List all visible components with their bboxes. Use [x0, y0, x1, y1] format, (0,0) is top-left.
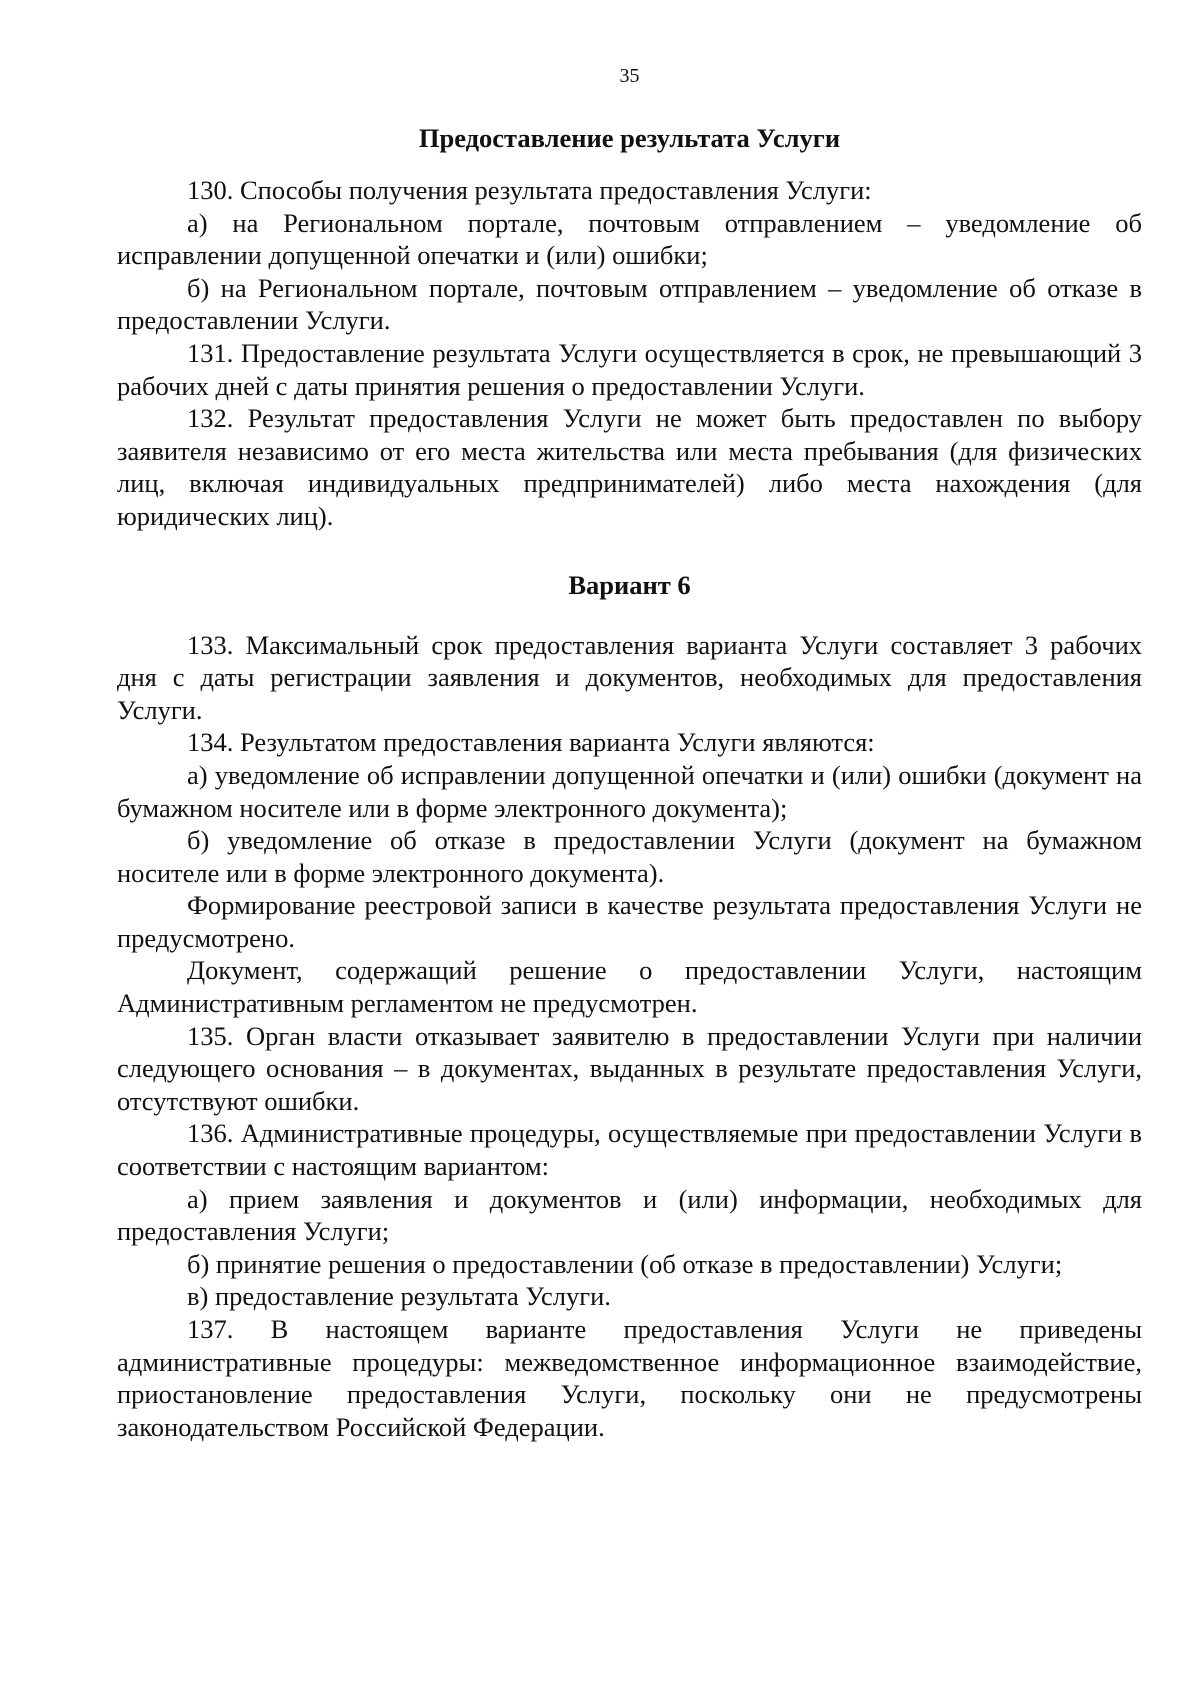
- paragraph-registry-record: Формирование реестровой записи в качестве результата предоставления Услуги не предусмотрено.: [117, 890, 1142, 953]
- paragraph-136-b: б) принятие решения о предоставлении (об отказе в предоставлении) Услуги;: [187, 1248, 1063, 1279]
- paragraph-130-a: а) на Региональном портале, почтовым отправлением – уведомление об исправлении допущенной опечатки и (или) ошибки;: [117, 207, 1142, 271]
- section-heading: Предоставление результата Услуги: [418, 123, 841, 153]
- paragraph-133: 133. Максимальный срок предоставления варианта Услуги составляет 3 рабочих дня с даты регистрации заявления и документов, необходимых для предоставления Услуги.: [117, 629, 1142, 725]
- paragraph-131: 131. Предоставление результата Услуги осуществляется в срок, не превышающий 3 рабочих дней с даты принятия решения о предоставлении Услуги.: [117, 337, 1142, 401]
- variant-heading: Вариант 6: [568, 569, 691, 600]
- paragraph-132: 132. Результат предоставления Услуги не может быть предоставлен по выбору заявителя независимо от его места жительства или места пребывания (для физических лиц, включая индивидуальных предпринимателей) либо места нахождения (для юридических лиц).: [117, 403, 1142, 531]
- paragraph-137: 137. В настоящем варианте предоставления Услуги не приведены административные процедуры: межведомственное информационное взаимодействие, приостановление предоставления Услуги, поскольку они не предусмотрены законодательством Российской Федерации.: [117, 1314, 1142, 1442]
- paragraph-134: 134. Результатом предоставления варианта Услуги являются:: [187, 727, 875, 758]
- paragraph-136-c: в) предоставление результата Услуги.: [187, 1281, 611, 1312]
- page-number: 35: [619, 65, 640, 87]
- paragraph-136: 136. Административные процедуры, осуществляемые при предоставлении Услуги в соответствии с настоящим вариантом:: [117, 1118, 1142, 1182]
- paragraph-130-b: б) на Региональном портале, почтовым отправлением – уведомление об отказе в предоставлении Услуги.: [117, 272, 1142, 336]
- paragraph-130: 130. Способы получения результата предоставления Услуги:: [187, 175, 872, 205]
- paragraph-134-b: б) уведомление об отказе в предоставлении Услуги (документ на бумажном носителе или в форме электронного документа).: [117, 825, 1142, 888]
- paragraph-135: 135. Орган власти отказывает заявителю в предоставлении Услуги при наличии следующего основания – в документах, выданных в результате предоставления Услуги, отсутствуют ошибки.: [117, 1020, 1142, 1116]
- paragraph-136-a: а) прием заявления и документов и (или) информации, необходимых для предоставления Услуги;: [117, 1183, 1142, 1247]
- paragraph-decision-document: Документ, содержащий решение о предоставлении Услуги, настоящим Административным регламентом не предусмотрен.: [117, 955, 1142, 1019]
- paragraph-134-a: а) уведомление об исправлении допущенной опечатки и (или) ошибки (документ на бумажном носителе или в форме электронного документа);: [117, 759, 1142, 823]
